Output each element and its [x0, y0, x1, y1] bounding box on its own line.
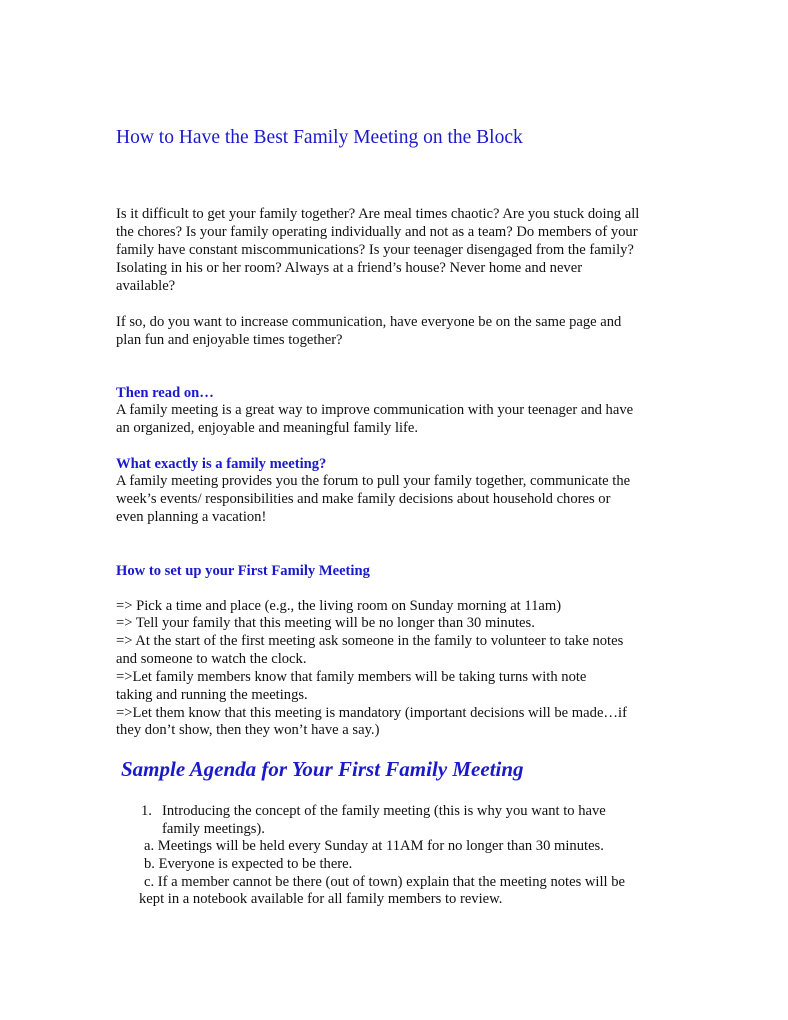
body-line: A family meeting provides you the forum to pull your family together, communicate the	[116, 473, 631, 489]
question-line: If so, do you want to increase communication, have everyone be on the same page and	[116, 314, 622, 330]
intro-line: the chores? Is your family operating individually and not as a team? Do members of your	[116, 224, 638, 240]
agenda-heading: Sample Agenda for Your First Family Meeting	[121, 757, 524, 781]
setup-line: =>Let family members know that family members will be taking turns with note	[116, 669, 587, 685]
sub-item-line: b. Everyone is expected to be there.	[144, 856, 353, 872]
setup-line: => Pick a time and place (e.g., the living room on Sunday morning at 11am)	[116, 598, 562, 614]
setup-line: and someone to watch the clock.	[116, 651, 307, 667]
body-line: A family meeting is a great way to improve communication with your teenager and have	[116, 402, 634, 418]
intro-line: Isolating in his or her room? Always at a friend’s house? Never home and never	[116, 260, 583, 276]
intro-line: available?	[116, 278, 176, 294]
question-line: plan fun and enjoyable times together?	[116, 332, 343, 348]
sub-item-line: a. Meetings will be held every Sunday at 11AM for no longer than 30 minutes.	[144, 838, 604, 854]
setup-line: =>Let them know that this meeting is mandatory (important decisions will be made…if	[116, 705, 627, 721]
setup-line: they don’t show, then they won’t have a say.)	[116, 722, 380, 738]
sub-item-line: kept in a notebook available for all family members to review.	[139, 891, 503, 907]
document-title: How to Have the Best Family Meeting on the Block	[116, 127, 523, 148]
what-is-heading: What exactly is a family meeting?	[116, 456, 327, 472]
setup-line: taking and running the meetings.	[116, 687, 308, 703]
setup-heading: How to set up your First Family Meeting	[116, 563, 370, 579]
list-item-line: family meetings).	[162, 821, 265, 837]
body-line: even planning a vacation!	[116, 509, 267, 525]
setup-line: => At the start of the first meeting ask someone in the family to volunteer to take notes	[116, 633, 624, 649]
list-number: 1.	[141, 803, 152, 819]
body-line: an organized, enjoyable and meaningful family life.	[116, 420, 419, 436]
sub-item-line: c. If a member cannot be there (out of town) explain that the meeting notes will be	[144, 874, 626, 890]
intro-line: Is it difficult to get your family together? Are meal times chaotic? Are you stuck doing all	[116, 206, 640, 222]
intro-line: family have constant miscommunications? Is your teenager disengaged from the family?	[116, 242, 634, 258]
then-read-on-heading: Then read on…	[116, 385, 214, 401]
body-line: week’s events/ responsibilities and make family decisions about household chores or	[116, 491, 611, 507]
setup-line: => Tell your family that this meeting will be no longer than 30 minutes.	[116, 615, 535, 631]
list-item-line: Introducing the concept of the family meeting (this is why you want to have	[162, 803, 606, 819]
